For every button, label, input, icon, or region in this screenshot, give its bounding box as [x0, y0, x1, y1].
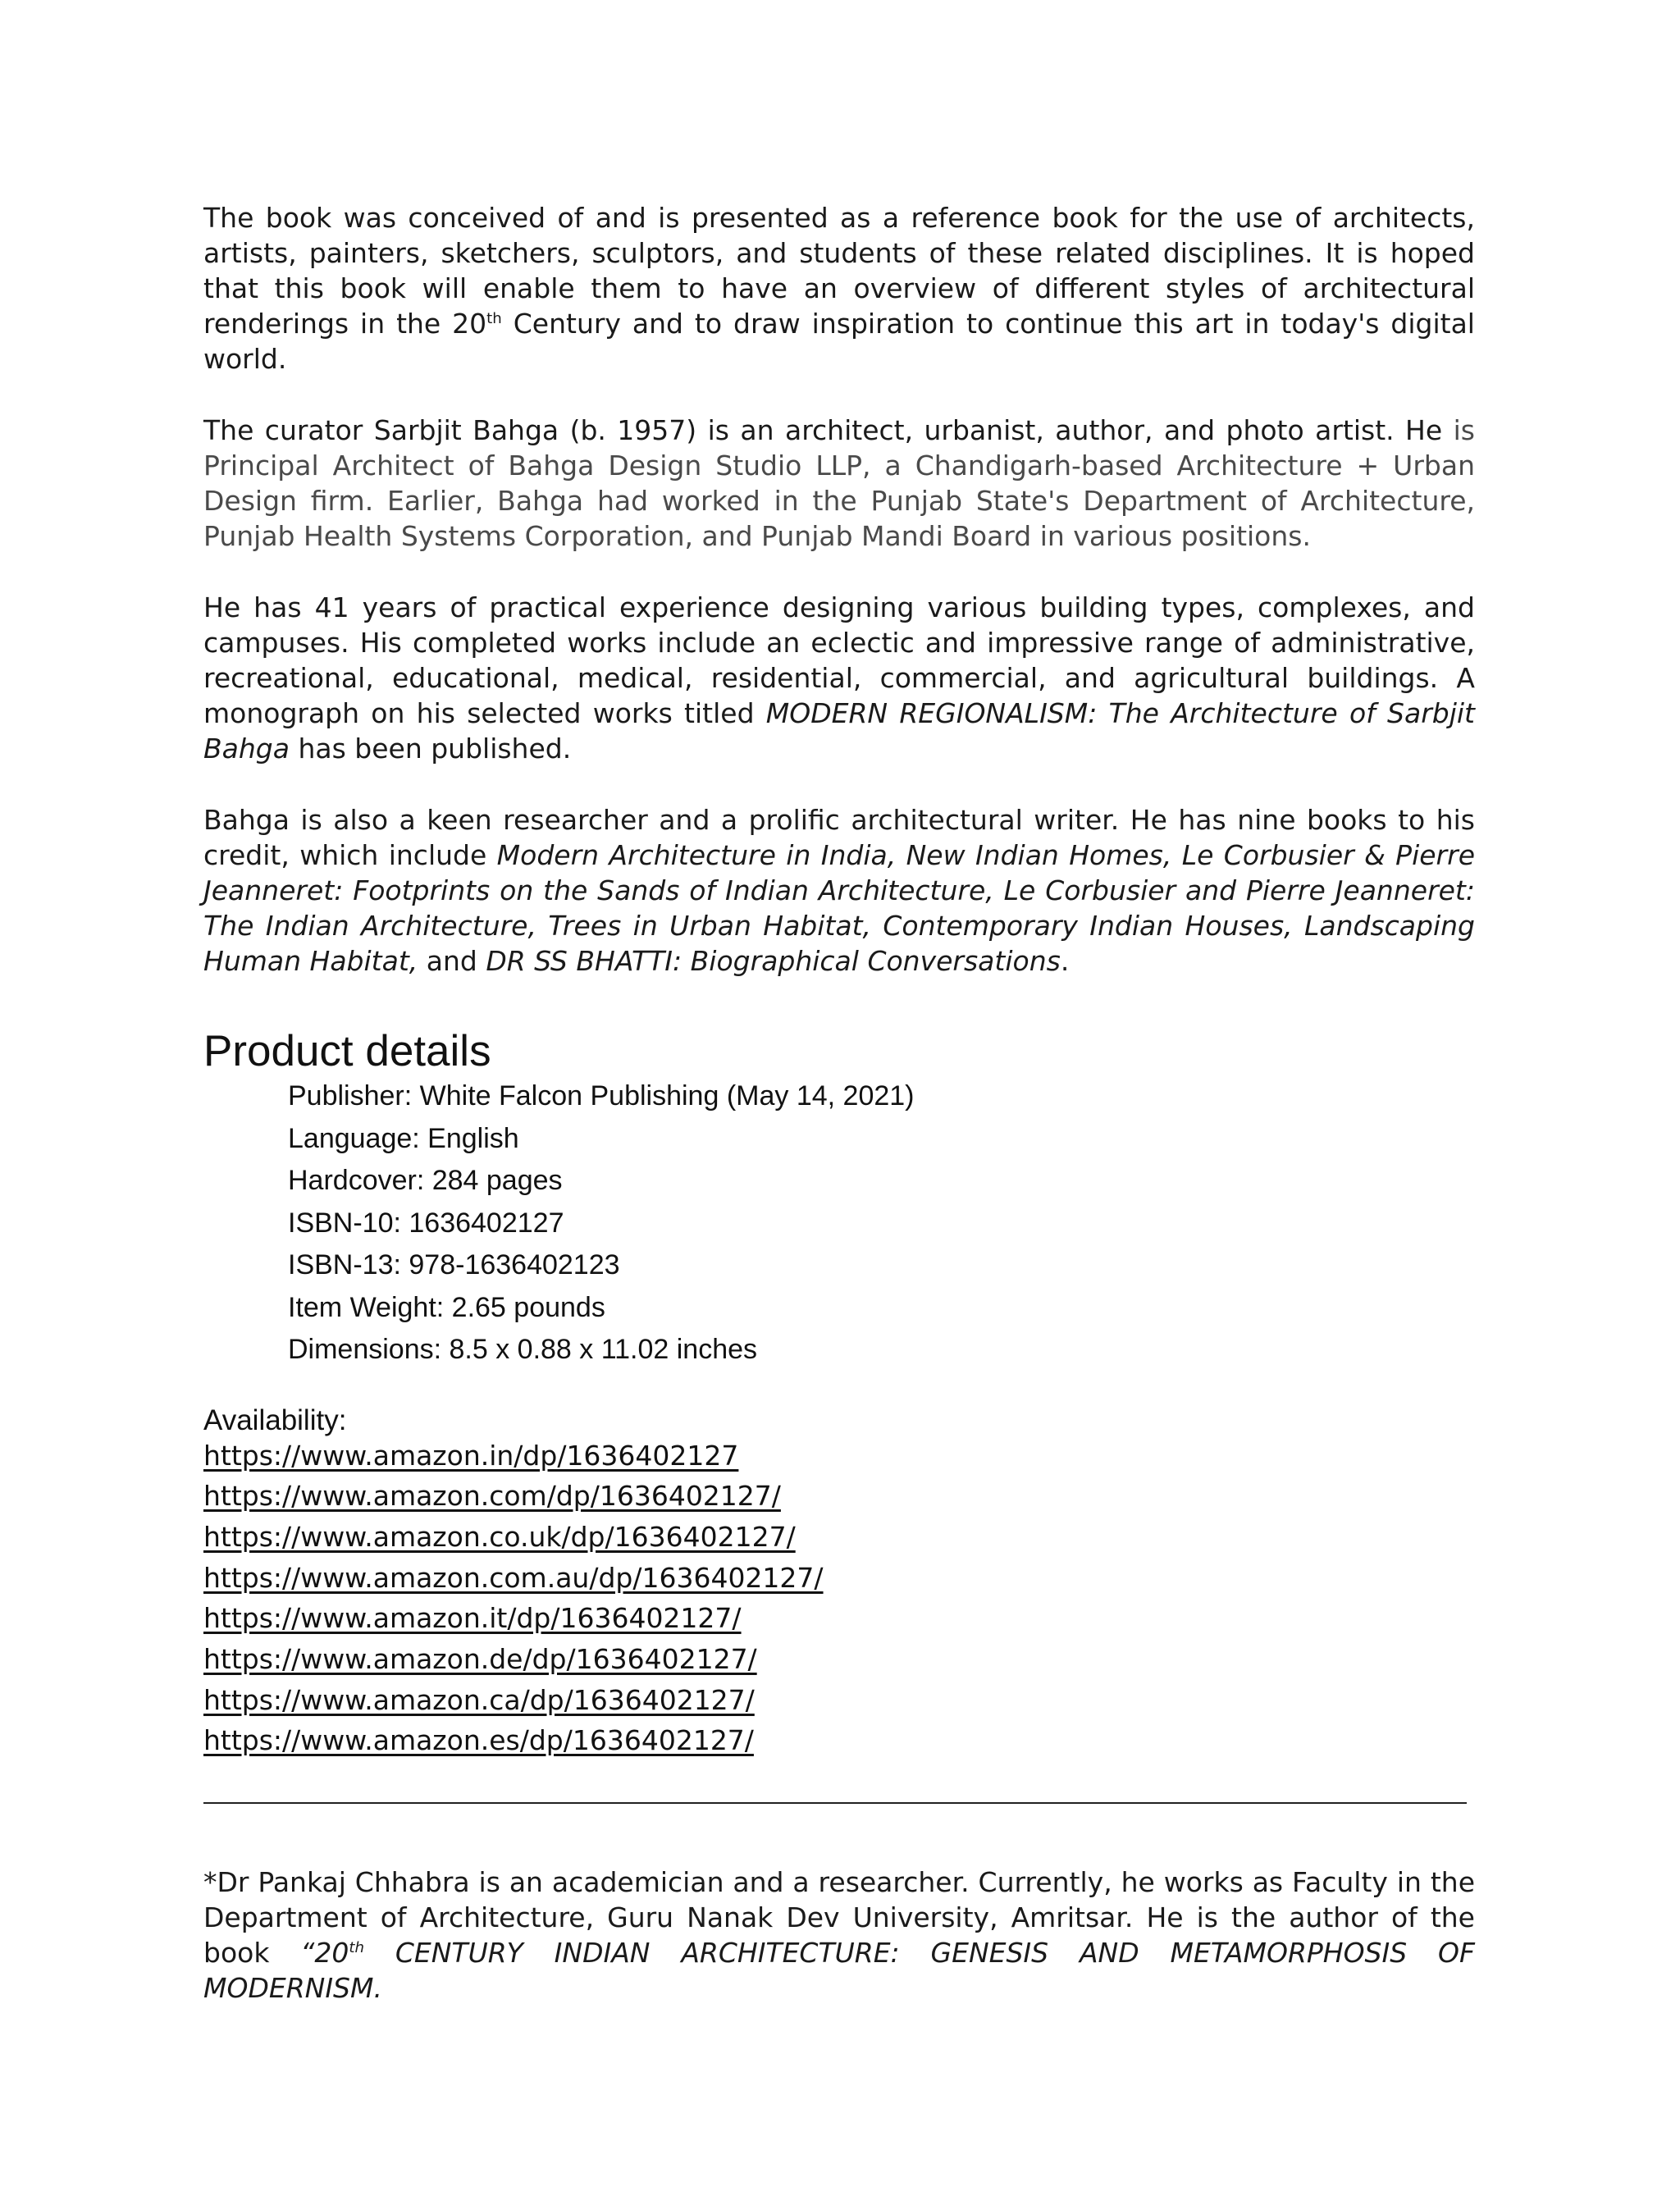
- amazon-de-link[interactable]: https://www.amazon.de/dp/1636402127/: [203, 1643, 757, 1676]
- detail-dimensions: Dimensions: 8.5 x 0.88 x 11.02 inches: [288, 1334, 758, 1365]
- horizontal-divider: [203, 1802, 1467, 1804]
- product-details-heading: Product details: [203, 1027, 491, 1075]
- list-item: [203, 1642, 1475, 1683]
- intro-paragraph-4: [203, 802, 1475, 979]
- detail-language: Language: English: [288, 1122, 519, 1154]
- amazon-co-uk-link[interactable]: https://www.amazon.co.uk/dp/1636402127/: [203, 1520, 796, 1553]
- p2-text-a: The curator Sarbjit Bahga (b. 1957) is an architect, urbanist, author, and photo artist. He: [203, 414, 1454, 446]
- author-footnote: [203, 1865, 1475, 2006]
- detail-isbn-10: ISBN-10: 1636402127: [288, 1207, 564, 1239]
- p1-text-a: The book was conceived of and is presented as a reference book for the use of architects, artists, painters, sketchers, sculptors, and students of these related disciplines. It is hoped that this book will enable them to have an overview of different styles of architectural renderings in the 20: [203, 202, 1475, 340]
- amazon-it-link[interactable]: https://www.amazon.it/dp/1636402127/: [203, 1602, 742, 1635]
- availability-label: Availability:: [203, 1404, 347, 1436]
- footnote-text: *Dr Pankaj Chhabra is an academician and a researcher. Currently, he works as Faculty in the Department of Architecture, Guru Nanak Dev University, Amritsar. He is the author of the book: [203, 1866, 1475, 1970]
- amazon-ca-link[interactable]: https://www.amazon.ca/dp/1636402127/: [203, 1683, 755, 1716]
- p4-book-title-last: DR SS BHATTI: Biographical Conversations: [486, 945, 1061, 977]
- p3-text-a: He has 41 years of practical experience designing various building types, complexes, and campuses. His completed works include an eclectic and impressive range of administrative, recreational, educational, medical, residential, commercial, and agricultural buildings. A monograph on his selected works titled: [203, 591, 1475, 729]
- detail-isbn-13: ISBN-13: 978-1636402123: [288, 1249, 620, 1280]
- intro-paragraph-3: [203, 590, 1475, 766]
- product-details-list: [203, 1075, 1475, 1372]
- amazon-in-link[interactable]: https://www.amazon.in/dp/1636402127: [203, 1439, 739, 1472]
- list-item: [203, 1601, 1475, 1642]
- footnote-superscript: th: [349, 1939, 364, 1957]
- amazon-com-au-link[interactable]: https://www.amazon.com.au/dp/1636402127/: [203, 1561, 824, 1594]
- list-item: [203, 1520, 1475, 1561]
- footnote-book-title: [203, 1937, 1475, 2004]
- p1-text-b: Century and to draw inspiration to continue this art in today's digital world.: [203, 308, 1475, 375]
- intro-paragraph-1: [203, 200, 1475, 377]
- list-item: [203, 1561, 1475, 1602]
- detail-hardcover: Hardcover: 284 pages: [288, 1165, 563, 1196]
- list-item: [203, 1683, 1475, 1724]
- list-item: [203, 1439, 1475, 1480]
- p2-text-b: is Principal Architect of Bahga Design Studio LLP, a Chandigarh-based Architecture + Urban Design firm. Earlier, Bahga had worked in the Punjab State's Department of Architecture, Punjab Health Systems Corporation, and Punjab Mandi Board in various positions.: [203, 414, 1475, 552]
- list-item: [203, 1479, 1475, 1520]
- intro-paragraph-2: [203, 413, 1475, 554]
- p3-text-b: has been published.: [289, 733, 572, 765]
- footnote-title-b: CENTURY INDIAN ARCHITECTURE: GENESIS AND METAMORPHOSIS OF MODERNISM.: [203, 1937, 1475, 2005]
- p1-superscript: th: [486, 310, 502, 327]
- amazon-com-link[interactable]: https://www.amazon.com/dp/1636402127/: [203, 1480, 781, 1513]
- p4-text-end: .: [1060, 945, 1070, 977]
- availability-links: [203, 1439, 1475, 1765]
- detail-item-weight: Item Weight: 2.65 pounds: [288, 1291, 605, 1323]
- p4-book-titles: Modern Architecture in India, New Indian Homes, Le Corbusier & Pierre Jeanneret: Footprints on the Sands of Indian Architecture, Le Corbusier and Pierre Jeanneret: The Indian Architecture, Trees in Urban Habitat, Contemporary Indian Houses, Landscaping Human Habitat,: [203, 839, 1475, 977]
- document-content: [203, 200, 1475, 2042]
- p4-text-a: Bahga is also a keen researcher and a prolific architectural writer. He has nine books to his credit, which include: [203, 804, 1475, 871]
- footnote-title-a: “20: [300, 1937, 349, 1970]
- detail-publisher: Publisher: White Falcon Publishing (May 14, 2021): [288, 1080, 915, 1111]
- amazon-es-link[interactable]: https://www.amazon.es/dp/1636402127/: [203, 1724, 754, 1757]
- list-item: [203, 1723, 1475, 1764]
- p3-monograph-title: MODERN REGIONALISM: The Architecture of Sarbjit Bahga: [203, 697, 1475, 765]
- p4-text-mid: and: [418, 945, 486, 977]
